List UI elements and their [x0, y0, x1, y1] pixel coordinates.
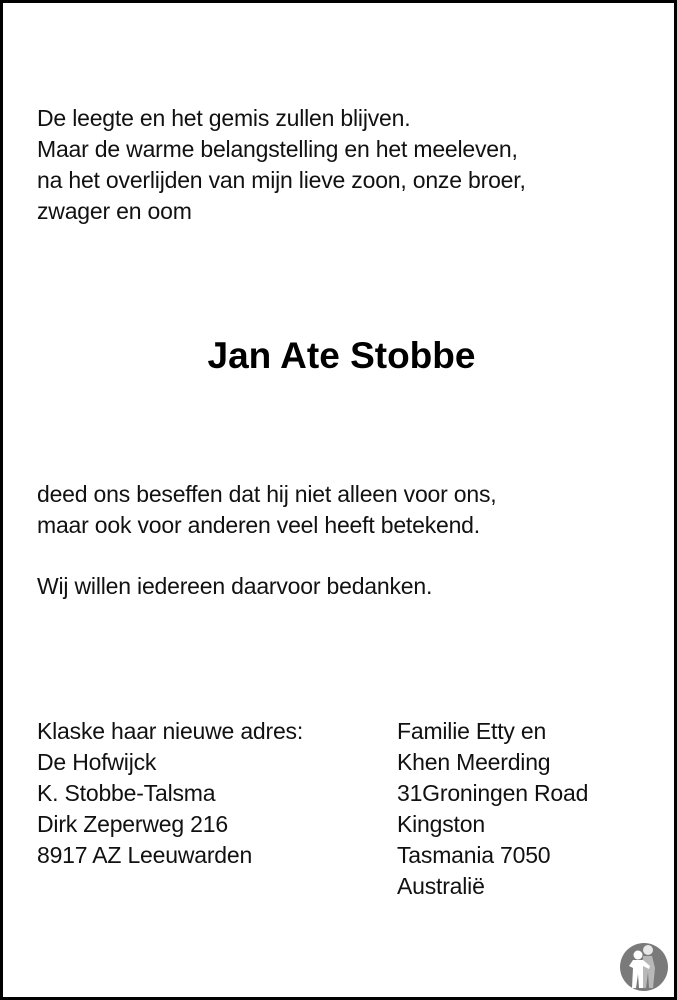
address-right — [397, 716, 588, 902]
address-line: De Hofwijck — [37, 749, 157, 775]
address-left — [37, 716, 303, 871]
thanks-text: Wij willen iedereen daarvoor bedanken. — [37, 573, 433, 599]
address-line: Familie Etty en — [397, 718, 547, 744]
address-line: Dirk Zeperweg 216 — [37, 811, 228, 837]
address-line: Khen Meerding — [397, 749, 551, 775]
message-line: maar ook voor anderen veel heeft betekend. — [37, 512, 480, 538]
address-line: Kingston — [397, 811, 485, 837]
address-line: Australië — [397, 873, 485, 899]
memorial-figures-icon — [619, 942, 669, 992]
address-line: 8917 AZ Leeuwarden — [37, 842, 253, 868]
intro-text — [37, 103, 526, 227]
intro-line: zwager en oom — [37, 198, 192, 224]
message-line: deed ons beseffen dat hij niet alleen voor ons, — [37, 481, 497, 507]
address-line: Tasmania 7050 — [397, 842, 551, 868]
intro-line: Maar de warme belangstelling en het meeleven, — [37, 136, 518, 162]
message-text — [37, 479, 496, 541]
address-line: 31Groningen Road — [397, 780, 589, 806]
intro-line: De leegte en het gemis zullen blijven. — [37, 105, 411, 131]
address-line: Klaske haar nieuwe adres: — [37, 718, 304, 744]
intro-line: na het overlijden van mijn lieve zoon, onze broer, — [37, 167, 526, 193]
address-line: K. Stobbe-Talsma — [37, 780, 216, 806]
deceased-name: Jan Ate Stobbe — [207, 335, 476, 376]
